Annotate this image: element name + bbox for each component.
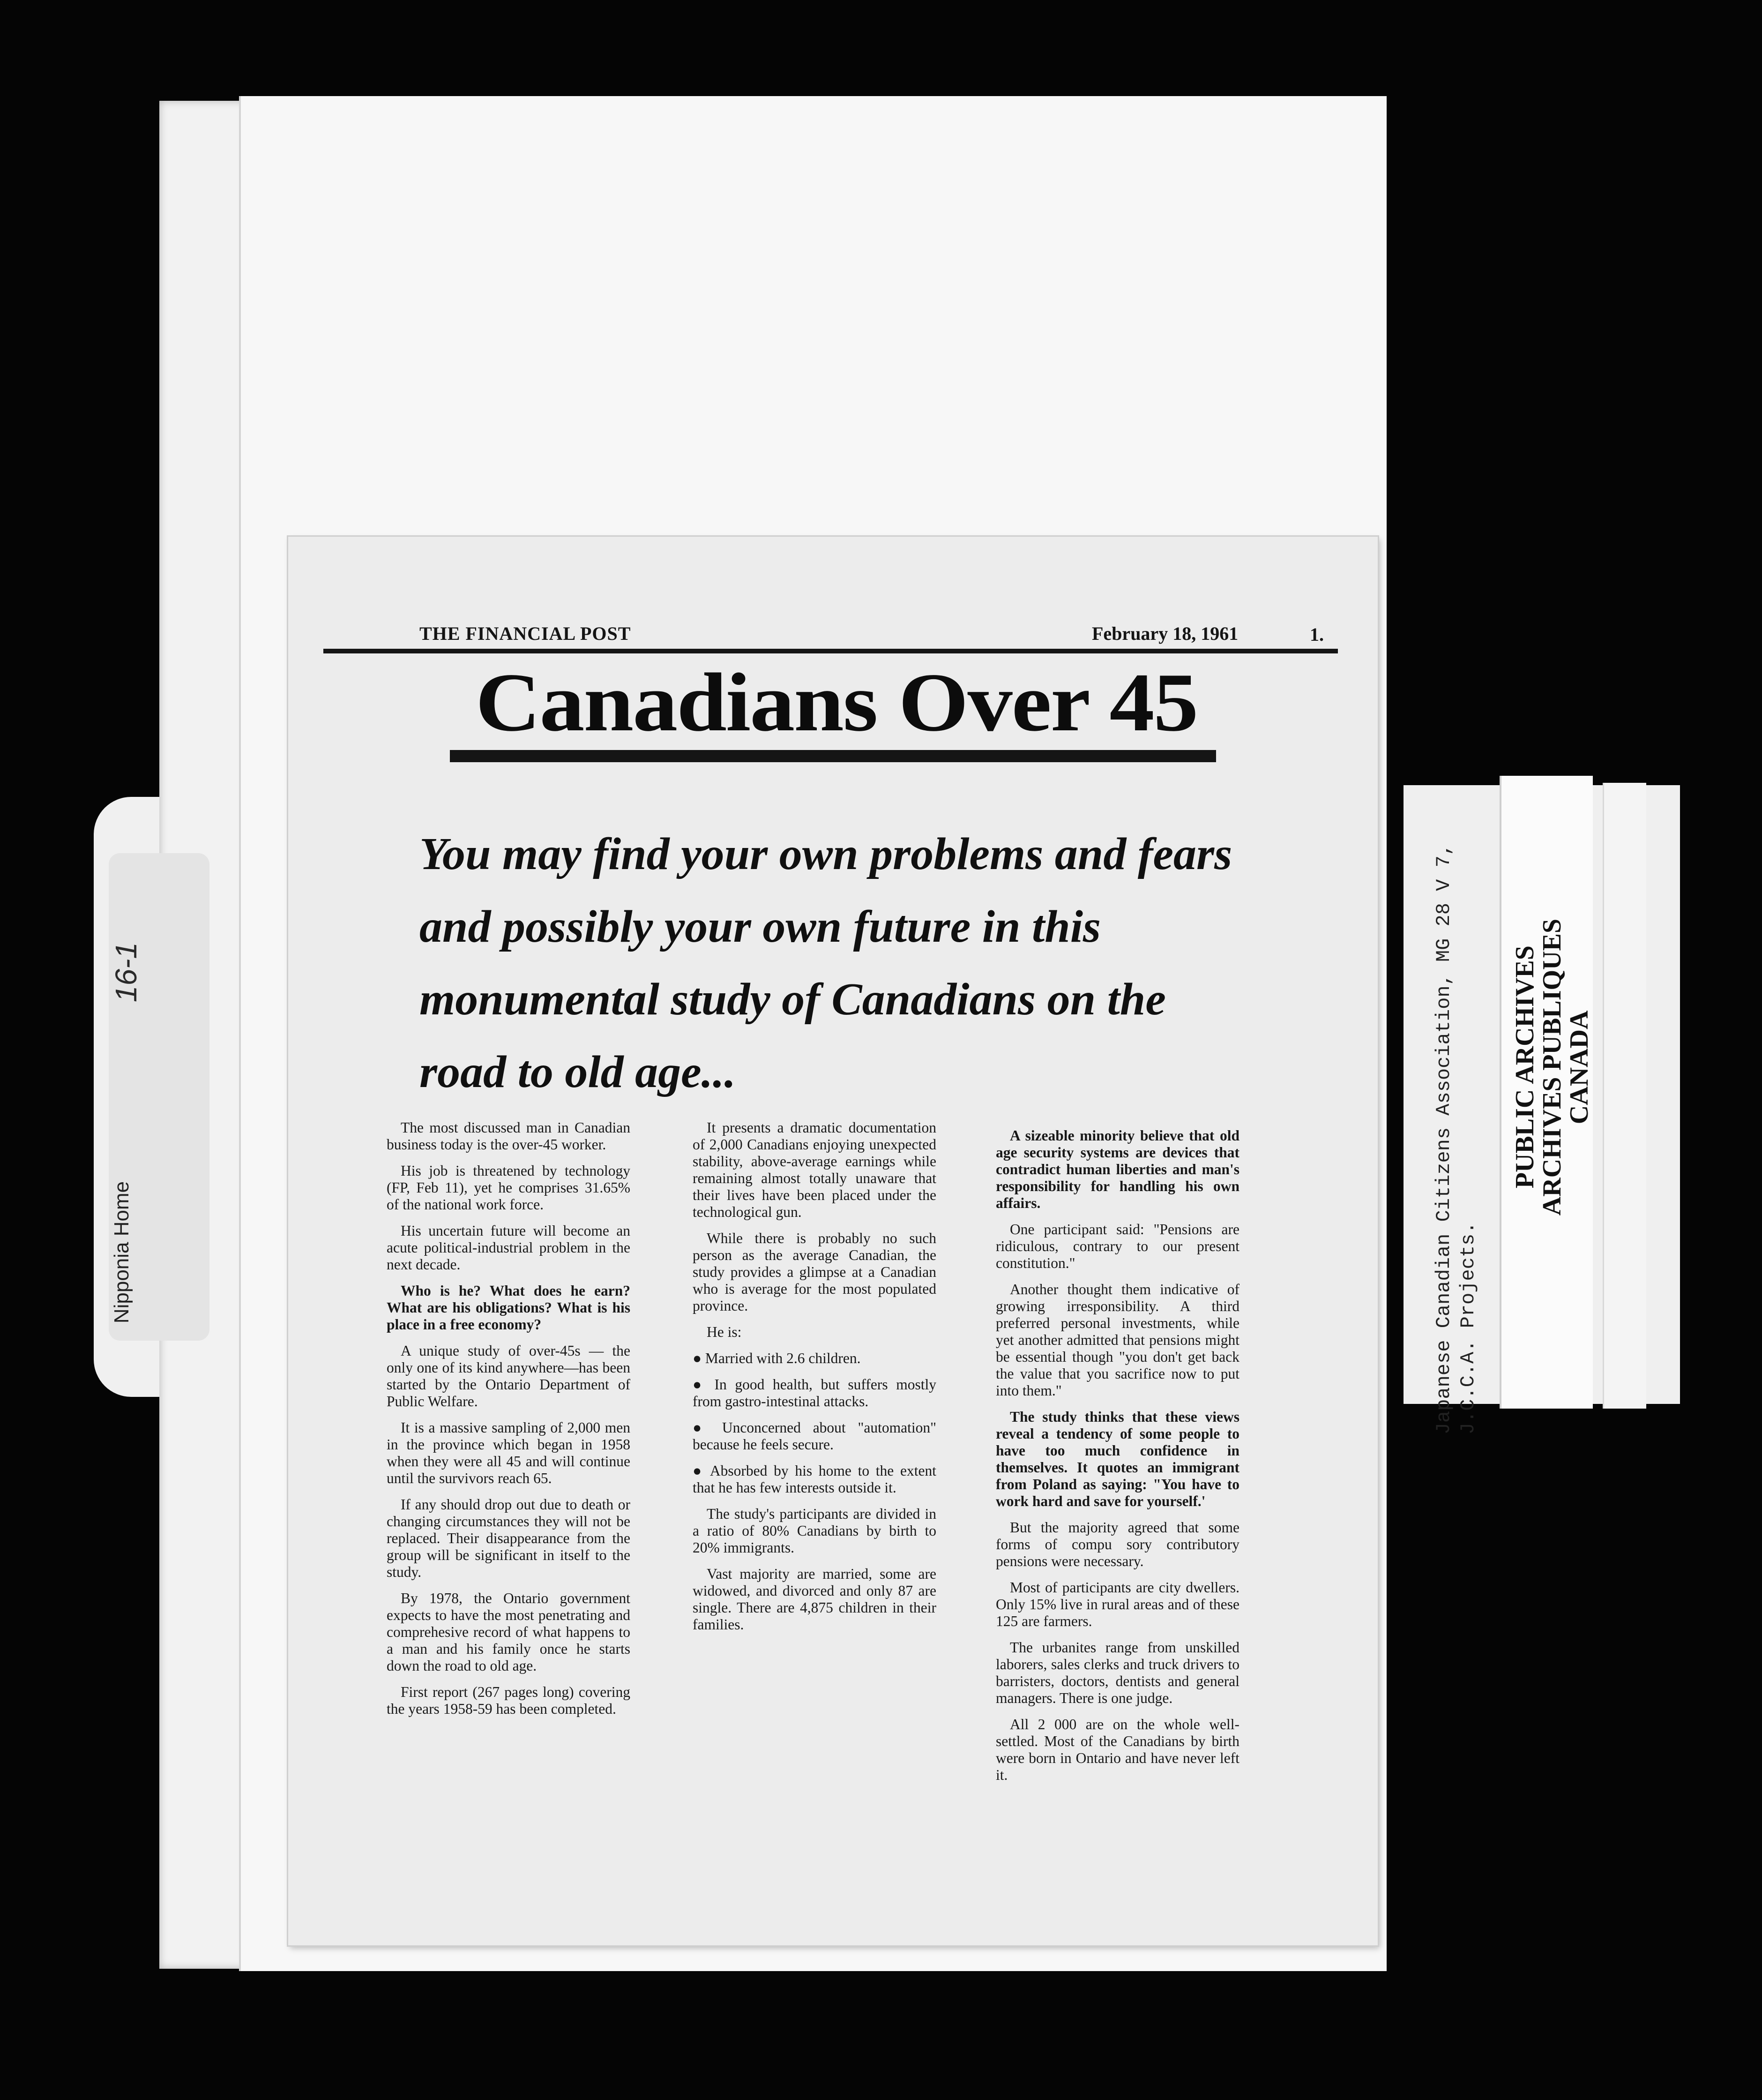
- masthead-rule: [323, 649, 1338, 653]
- archive-reference-line: Japanese Canadian Citizens Association, MG 28 V 7,: [1433, 844, 1455, 1435]
- paragraph: A unique study of over-45s — the only one of its kind anywhere—has been started by the Ontario Department of Public Welfare.: [387, 1342, 630, 1410]
- paragraph: The study's participants are divided in a ratio of 80% Canadians by birth to 20% immigrants.: [693, 1506, 936, 1556]
- paragraph: All 2 000 are on the whole well-settled. Most of the Canadians by birth were born in Ontario and have never left it.: [996, 1716, 1239, 1783]
- headline: Canadians Over 45: [475, 656, 1198, 749]
- paragraph: But the majority agreed that some forms of compu sory contributory pensions were necessary.: [996, 1519, 1239, 1569]
- subheadline: You may find your own problems and fears and possibly your own future in this monumental study of Canadians on the road to old age...: [419, 829, 1232, 1097]
- bullet-item: ● Unconcerned about "automation" because he feels secure.: [693, 1419, 936, 1453]
- paragraph: Vast majority are married, some are widowed, and divorced and only 87 are single. There are 4,875 children in their families.: [693, 1566, 936, 1633]
- paragraph: Most of participants are city dwellers. Only 15% live in rural areas and of these 125 are farmers.: [996, 1579, 1239, 1629]
- paragraph: Another thought them indicative of growing irresponsibility. A third preferred personal investments, while yet another admitted that pensions might be essential though "you don't get back the value that you sacrifice now to put into them.": [996, 1281, 1239, 1399]
- archive-label-edge: [1603, 783, 1646, 1409]
- paragraph: The urbanites range from unskilled laborers, sales clerks and truck drivers to barristers, doctors, dentists and general managers. There is one judge.: [996, 1639, 1239, 1706]
- archive-name: [1511, 919, 1593, 1215]
- archive-reference-line: J.C.C.A. Projects.: [1457, 1222, 1479, 1435]
- paragraph: Who is he? What does he earn? What are his obligations? What is his place in a free economy?: [387, 1282, 630, 1333]
- archive-name-line: ARCHIVES PUBLIQUES: [1538, 919, 1567, 1216]
- bullet-item: ● Absorbed by his home to the extent that he has few interests outside it.: [693, 1462, 936, 1496]
- paragraph: The study thinks that these views reveal a tendency of some people to have too much confidence in themselves. It quotes an immigrant from Poland as saying: "You have to work hard and save for yourself.': [996, 1409, 1239, 1509]
- publication-date: February 18, 1961: [1092, 623, 1239, 644]
- paragraph: By 1978, the Ontario government expects to have the most penetrating and comprehesive record of what happens to a man and his family once he starts down the road to old age.: [387, 1590, 630, 1674]
- article-column-1: [387, 1119, 630, 1727]
- folder-tab-number: 16-1: [109, 942, 143, 1003]
- paragraph: It is a massive sampling of 2,000 men in the province which began in 1958 when they were all 45 and will continue until the survivors reach 65.: [387, 1419, 630, 1486]
- article-column-3: [996, 1127, 1239, 1793]
- page-number: 1.: [1310, 624, 1324, 645]
- paragraph: The most discussed man in Canadian business today is the over-45 worker.: [387, 1119, 630, 1153]
- bullet-item: ● In good health, but suffers mostly from gastro-intestinal attacks.: [693, 1376, 936, 1410]
- publication-name: THE FINANCIAL POST: [419, 623, 631, 644]
- paragraph: His job is threatened by technology (FP, Feb 11), yet he comprises 31.65% of the national work force.: [387, 1162, 630, 1213]
- archive-reference: [1432, 844, 1480, 1434]
- paragraph: While there is probably no such person as the average Canadian, the study provides a glimpse at a Canadian who is average for the most populated province.: [693, 1230, 936, 1314]
- paragraph: First report (267 pages long) covering the years 1958-59 has been completed.: [387, 1684, 630, 1717]
- paragraph: He is:: [707, 1324, 742, 1340]
- bullet-item: ● Married with 2.6 children.: [693, 1350, 936, 1367]
- paragraph: It presents a dramatic documentation of 2,000 Canadians enjoying unexpected stability, above-average earnings while remaining almost totally unaware that their lives have been placed under the technological gun.: [693, 1119, 936, 1220]
- article-column-2: [693, 1119, 936, 1642]
- paragraph: One participant said: "Pensions are ridiculous, contrary to our present constitution.": [996, 1221, 1239, 1271]
- folder-tab-name: Nipponia Home: [110, 1181, 133, 1324]
- archive-name-line: CANADA: [1565, 1010, 1594, 1124]
- archive-name-line: PUBLIC ARCHIVES: [1510, 945, 1539, 1189]
- paragraph: A sizeable minority believe that old age security systems are devices that contradict human liberties and man's responsibility for handling his own affairs.: [996, 1127, 1239, 1211]
- paragraph: If any should drop out due to death or changing circumstances they will not be replaced. Their disappearance from the group will be significant in itself to the study.: [387, 1496, 630, 1580]
- headline-rule: [450, 750, 1216, 762]
- paragraph: His uncertain future will become an acute political-industrial problem in the next decade.: [387, 1222, 630, 1273]
